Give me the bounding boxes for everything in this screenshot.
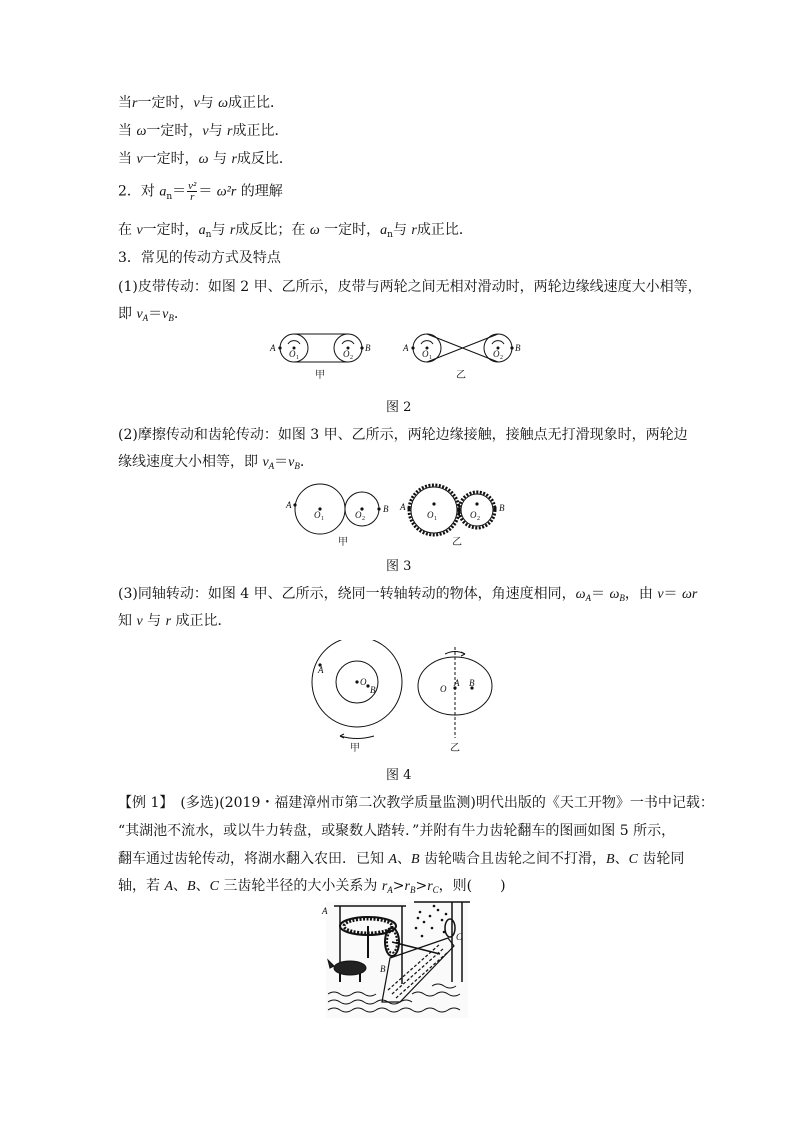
- para-belt-1: (1)皮带传动：如图 2 甲、乙所示，皮带与两轮之间无相对滑动时，两轮边缘线速度大小相等，: [118, 279, 702, 295]
- figure-3-friction-gear-drive: [282, 472, 522, 550]
- example-1-line-1: 【例 1】 (多选)(2019・福建漳州市第二次教学质量监测)明代出版的《天工开物》一书中记载：: [118, 795, 714, 811]
- label-A-yi: A: [454, 678, 460, 688]
- label-O1: O: [314, 510, 321, 520]
- para-friction-2: 缘线速度大小相等，即 $v_A=v_B$.: [118, 454, 305, 471]
- label-yi: 乙: [456, 370, 466, 381]
- label-O1-yi: O: [427, 510, 434, 520]
- para-coaxial-1: (3)同轴转动：如图 4 甲、乙所示，绕同一转轴转动的物体，角速度相同，$\omega_A= \omega_B$，由 v＝ ωr: [118, 586, 698, 603]
- figure-2-belt-drive: [262, 330, 532, 382]
- label-yi: 乙: [450, 743, 460, 754]
- label-O1: O: [289, 349, 296, 359]
- text-line-1: 当r一定时，v与 ω成正比．: [118, 95, 285, 111]
- figure-3-caption: 图 3: [386, 559, 412, 574]
- label-B-yi: B: [499, 503, 505, 513]
- label-O2-sub-yi: 2: [500, 355, 503, 361]
- label-O-yi: O: [440, 684, 447, 694]
- label-A: A: [322, 906, 328, 916]
- label-B: B: [370, 685, 376, 695]
- label-O1-sub: 1: [321, 516, 324, 522]
- label-O2-sub-yi: 2: [477, 516, 480, 522]
- figure-2-caption: 图 2: [386, 400, 412, 415]
- label-O1-sub-yi: 1: [429, 355, 432, 361]
- label-yi: 乙: [452, 537, 462, 548]
- fraction: $\frac{\text{v²}}{r}$: [188, 180, 197, 203]
- para-belt-2: 即 $v_A=v_B$.: [118, 306, 179, 323]
- heading-2: 2．对 $a_n=$ $\frac{\text{v²}}{r}$ ＝ ω²r 的理解: [118, 180, 283, 203]
- label-O2-yi: O: [493, 349, 500, 359]
- text-line-4: 在 v一定时，$a_n$与 r成反比；在 ω 一定时，$a_n$与 r成正比．: [118, 222, 473, 240]
- figure-4-caption: 图 4: [386, 768, 412, 783]
- label-jia: 甲: [350, 743, 360, 754]
- heading-3: 3．常见的传动方式及特点: [118, 250, 281, 266]
- label-B-yi: B: [515, 343, 521, 353]
- label-B: B: [380, 964, 386, 974]
- label-O2-yi: O: [470, 510, 477, 520]
- label-A-yi: A: [403, 343, 409, 353]
- example-1-line-4: 轴，若 A、B、C 三齿轮半径的大小关系为 $r_A>r_B>r_C$，则( ): [118, 878, 506, 895]
- label-O1-yi: O: [422, 349, 429, 359]
- label-O1-sub-yi: 1: [434, 516, 437, 522]
- figure-4-coaxial-rotation: [300, 640, 510, 755]
- label-B-yi: B: [469, 678, 475, 688]
- label-jia: 甲: [315, 370, 325, 381]
- label-O2-sub: 2: [362, 516, 365, 522]
- example-tag: 【例 1】: [118, 795, 167, 811]
- label-B: B: [365, 343, 371, 353]
- label-O1-sub: 1: [296, 355, 299, 361]
- label-B: B: [383, 504, 389, 514]
- para-friction-1: (2)摩擦传动和齿轮传动：如图 3 甲、乙所示，两轮边缘接触，接触点无打滑现象时，两轮边: [118, 427, 688, 443]
- label-jia: 甲: [338, 537, 348, 548]
- example-1-line-3: 翻车通过齿轮传动，将湖水翻入农田．已知 A、B 齿轮啮合且齿轮之间不打滑，B、C 齿轮同: [118, 851, 685, 867]
- figure-5-tiangong-kaiwu-illustration: [320, 898, 472, 1022]
- label-A: A: [286, 500, 292, 510]
- para-coaxial-2: 知 v 与 r 成正比．: [118, 613, 232, 629]
- label-A-yi: A: [400, 502, 406, 512]
- label-O2: O: [343, 349, 350, 359]
- label-O: O: [360, 677, 367, 687]
- text-line-3: 当 v一定时，ω 与 r成反比．: [118, 151, 293, 167]
- label-A: A: [318, 665, 324, 675]
- example-1-line-2: “其湖池不流水，或以牛力转盘，或聚数人踏转．”并附有牛力齿轮翻车的图画如图 5 所示，: [118, 823, 676, 839]
- label-C: C: [456, 932, 463, 942]
- text-line-2: 当 ω一定时，v与 r成正比．: [118, 123, 289, 139]
- label-O2: O: [355, 510, 362, 520]
- label-A: A: [270, 343, 276, 353]
- label-O2-sub: 2: [350, 355, 353, 361]
